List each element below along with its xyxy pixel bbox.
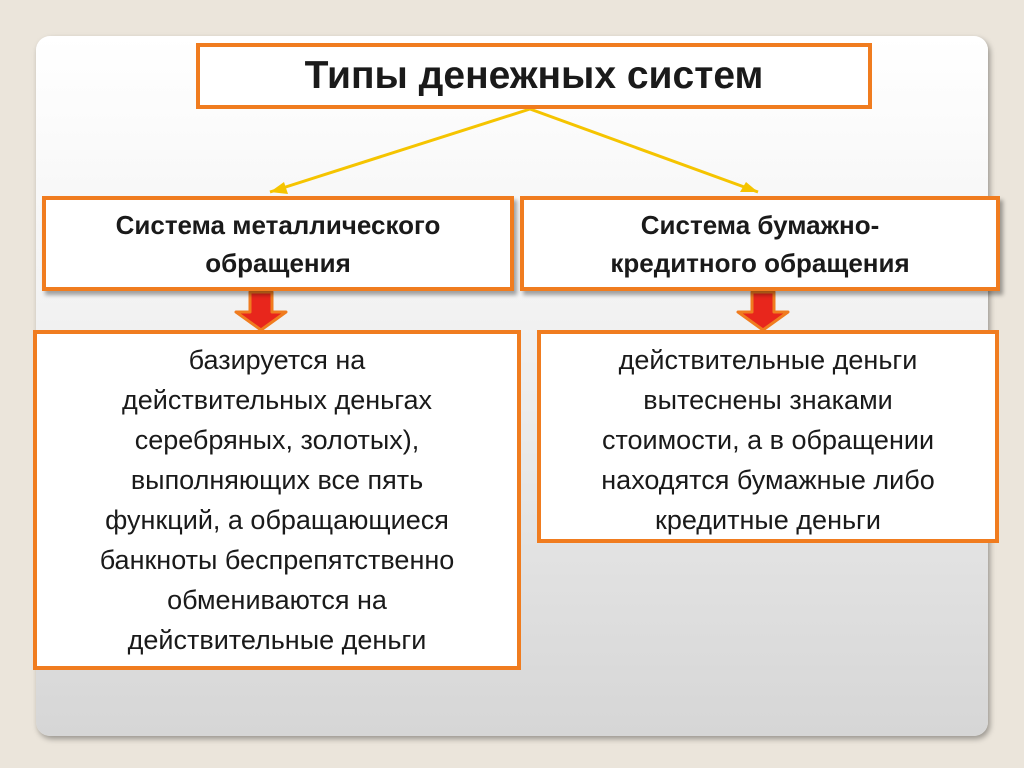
description-text-metallic <box>100 340 455 660</box>
description-box-paper-credit <box>537 330 999 543</box>
description-line: находятся бумажные либо <box>601 465 935 495</box>
description-line: серебряных, золотых), <box>134 425 420 455</box>
type-label-line: Система бумажно- <box>640 209 880 240</box>
description-line: функций, а обращающиеся <box>105 505 449 535</box>
description-line: стоимости, а в обращении <box>601 425 935 455</box>
description-line: действительные деньги <box>618 345 918 375</box>
type-label-metallic <box>116 206 441 282</box>
description-line: действительных деньгах <box>122 385 432 415</box>
description-line: выполняющих все пять <box>130 465 424 495</box>
diagram-title <box>196 43 872 109</box>
description-line: банкноты беспрепятственно <box>99 545 455 575</box>
type-box-paper-credit <box>520 196 1000 291</box>
type-box-metallic <box>42 196 514 291</box>
type-label-line: обращения <box>205 247 351 278</box>
description-line: кредитные деньги <box>655 505 881 535</box>
diagram-title-text: Типы денежных систем <box>304 54 764 97</box>
type-label-line: кредитного обращения <box>610 247 910 278</box>
description-line: базируется на <box>188 345 366 375</box>
description-line: обмениваются на <box>167 585 387 615</box>
type-label-line: Система металлического <box>115 209 441 240</box>
description-box-metallic <box>33 330 521 670</box>
description-line: действительные деньги <box>127 625 427 655</box>
type-label-paper-credit <box>610 206 909 282</box>
description-line: вытеснены знаками <box>643 385 893 415</box>
description-text-paper-credit <box>601 340 934 540</box>
